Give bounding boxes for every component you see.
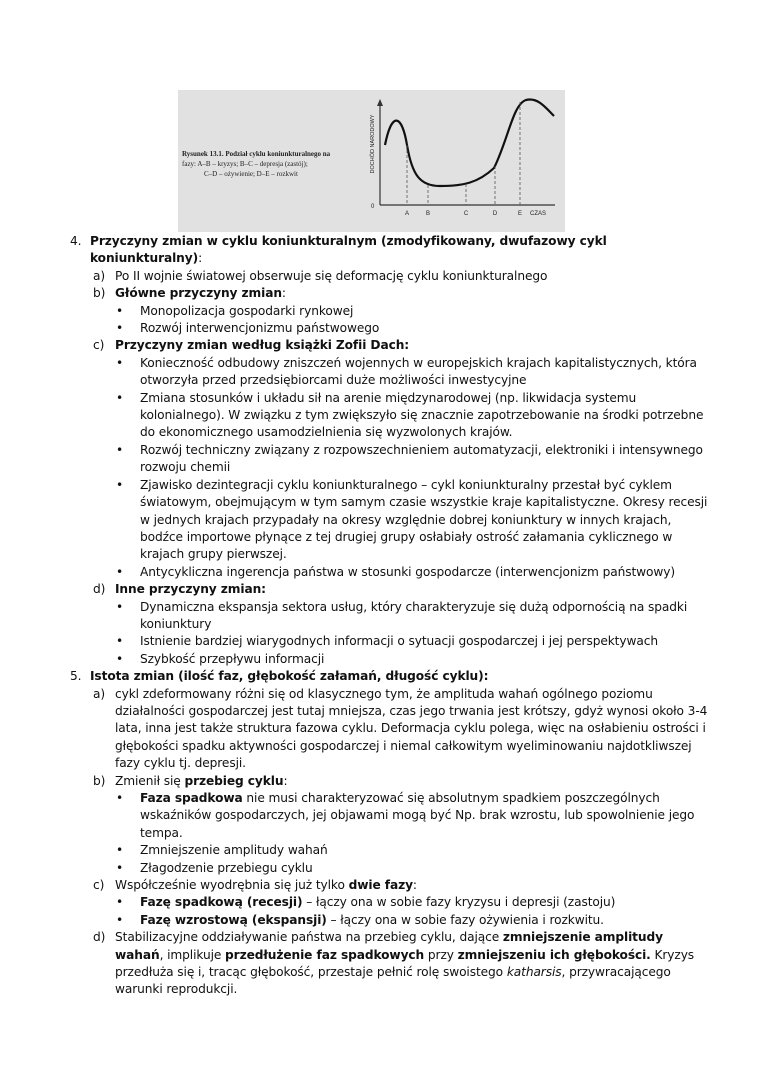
section-5-heading [70, 668, 710, 685]
section-4a-label: a) [93, 268, 106, 283]
section-4d [70, 581, 710, 598]
section-5a-text: cykl zdeformowany różni się od klasycznego tym, że amplituda wahań ogólnego poziomu działalności gospodarczej jest tutaj mniejsza, czas jego trwania jest krótszy, gdyż wynosi około 3-4 lata, inna jest także struktura fazowa cyklu. Deformacja cyklu polega, więc na osłabieniu ostrości i głębokości spadku aktywności gospodarczej i niemal całkowitym wyeliminowaniu najdotkliwszej fazy cyklu tj. depresji. [115, 686, 708, 771]
section-5-title: Istota zmian (ilość faz, głębokość załamań, długość cyklu): [90, 669, 489, 684]
list-item: • Antycykliczna ingerencja państwa w stosunki gospodarcze (interwencjonizm państwowy) [70, 564, 710, 581]
section-4c-label: c) [93, 338, 105, 353]
section-4b-colon: : [281, 286, 286, 301]
y-axis-label: DOCHÓD NARODOWY [370, 114, 376, 174]
section-4c-title: Przyczyny zmian według książki Zofii Dach: [115, 338, 410, 353]
figure-caption-line-1: Rysunek 13.1. Podział cyklu koniunkturalnego na [182, 150, 331, 158]
section-5d-text-3: przy [424, 947, 458, 962]
section-5d [70, 929, 710, 999]
point-label-b: B [425, 211, 431, 217]
section-5c [70, 877, 710, 894]
section-5-number: 5. [70, 669, 82, 684]
list-item: • Rozwój interwencjonizmu państwowego [70, 320, 710, 337]
section-5c-bold: dwie fazy [348, 878, 413, 893]
section-4c [70, 337, 710, 354]
section-5a [70, 686, 710, 773]
list-item [70, 912, 710, 929]
section-4-heading [70, 233, 710, 268]
section-4-title: Przyczyny zmian w cyklu koniunkturalnym (zmodyfikowany, dwufazowy cykl koniunkturalny) [90, 234, 607, 266]
section-4-colon: : [198, 251, 203, 266]
section-4b-title: Główne przyczyny zmian [115, 286, 282, 301]
figure-caption-line-2: fazy: A–B – kryzys; B–C – depresja (zastój); [182, 160, 308, 168]
list-item: • Rozwój techniczny związany z rozpowszechnieniem automatyzacji, elektroniki i intensywnego rozwoju chemii [70, 442, 710, 477]
section-5d-text-5: , przywracającego warunki reprodukcji. [115, 965, 671, 997]
section-5c-post: : [412, 878, 417, 893]
section-5b-label: b) [93, 773, 106, 788]
section-5d-italic: katharsis [506, 965, 562, 980]
list-item: • Istnienie bardziej wiarygodnych informacji o sytuacji gospodarczej i jej perspektywach [70, 633, 710, 650]
list-item-bold: Faza spadkowa [140, 791, 243, 805]
section-5d-bold-2: przedłużenie faz spadkowych [225, 947, 425, 962]
section-5d-text-2: , implikuje [159, 947, 226, 962]
section-5b-bold: przebieg cyklu [184, 773, 284, 788]
list-item-text: – łączy ona w sobie fazy kryzysu i depresji (zastoju) [302, 895, 616, 910]
list-item-bold: Fazę wzrostową (ekspansji) [140, 912, 327, 927]
list-item [70, 790, 710, 842]
figure-caption-line-3: C–D – ożywienie; D–E – rozkwit [204, 170, 298, 178]
section-5b-post: : [283, 773, 288, 788]
list-item-bold: Fazę spadkową (recesji) [140, 895, 303, 910]
point-label-e: E [517, 211, 523, 217]
list-item [70, 894, 710, 911]
section-4a [70, 268, 710, 285]
point-label-a: A [404, 211, 410, 217]
list-item: • Zmniejszenie amplitudy wahań [70, 842, 710, 859]
list-item: • Dynamiczna ekspansja sektora usług, który charakteryzuje się dużą odpornością na spadki koniunktury [70, 599, 710, 634]
list-item: • Zmiana stosunków i układu sił na arenie międzynarodowej (np. likwidacja systemu kolonialnego). W związku z tym zwiększyło się znacznie zapotrzebowanie na środki potrzebne do ekonomicznego usamodzielnienia się wyzwolonych krajów. [70, 390, 710, 442]
list-item: • Konieczność odbudowy zniszczeń wojennych w europejskich krajach kapitalistycznych, która otworzyła przed przedsiębiorcami duże możliwości inwestycyjne [70, 355, 710, 390]
section-4d-title: Inne przyczyny zmian: [115, 582, 266, 597]
list-item-text: – łączy ona w sobie fazy ożywienia i rozkwitu. [326, 912, 604, 927]
document-body [70, 233, 710, 999]
section-5d-label: d) [93, 930, 106, 945]
section-5c-label: c) [93, 878, 105, 893]
section-4d-label: d) [93, 582, 106, 597]
business-cycle-figure [178, 90, 565, 232]
list-item: • Monopolizacja gospodarki rynkowej [70, 303, 710, 320]
section-5d-text-1: Stabilizacyjne oddziaływanie państwa na przebieg cyklu, dające [115, 930, 503, 945]
section-4a-text: Po II wojnie światowej obserwuje się deformację cyklu koniunkturalnego [115, 268, 548, 283]
section-5d-bold-1: zmniejszenie amplitudy wahań [115, 930, 663, 962]
section-5c-pre: Współcześnie wyodrębnia się już tylko [115, 878, 349, 893]
point-label-d: D [492, 211, 498, 217]
list-item-text: nie musi charakteryzować się absolutnym spadkiem poszczególnych wskaźników gospodarczych, jej objawami mogą być Np. brak wzrostu, lub spowolnienie jego tempa. [140, 791, 695, 840]
section-5b [70, 773, 710, 790]
section-4b [70, 285, 710, 302]
list-item: • Złagodzenie przebiegu cyklu [70, 860, 710, 877]
list-item: • Zjawisko dezintegracji cyklu koniunkturalnego – cykl koniunkturalny przestał być cyklem światowym, obejmującym w tym samym czasie wszystkie kraje kapitalistyczne. Okresy recesji w jednych krajach przypadały na okresy względnie dobrej koniunktury w innych krajach, bodźce importowe płynące z tej drugiej grupy osłabiały ostrość załamania cyklicznego w krajach grupy pierwszej. [70, 477, 710, 564]
section-5a-label: a) [93, 686, 106, 701]
section-4-number: 4. [70, 234, 82, 248]
section-5d-bold-3: zmniejszeniu ich głębokości. [457, 947, 651, 962]
point-label-c: C [463, 211, 469, 217]
list-item: • Szybkość przepływu informacji [70, 651, 710, 668]
section-5d-text-4: Kryzys przedłuża się i, tracąc głębokość, przestaje pełnić rolę swoistego [115, 947, 695, 980]
section-5b-pre: Zmienił się [115, 773, 185, 788]
origin-label: 0 [371, 204, 375, 210]
x-axis-label: CZAS [529, 211, 547, 217]
section-4b-label: b) [93, 286, 106, 301]
